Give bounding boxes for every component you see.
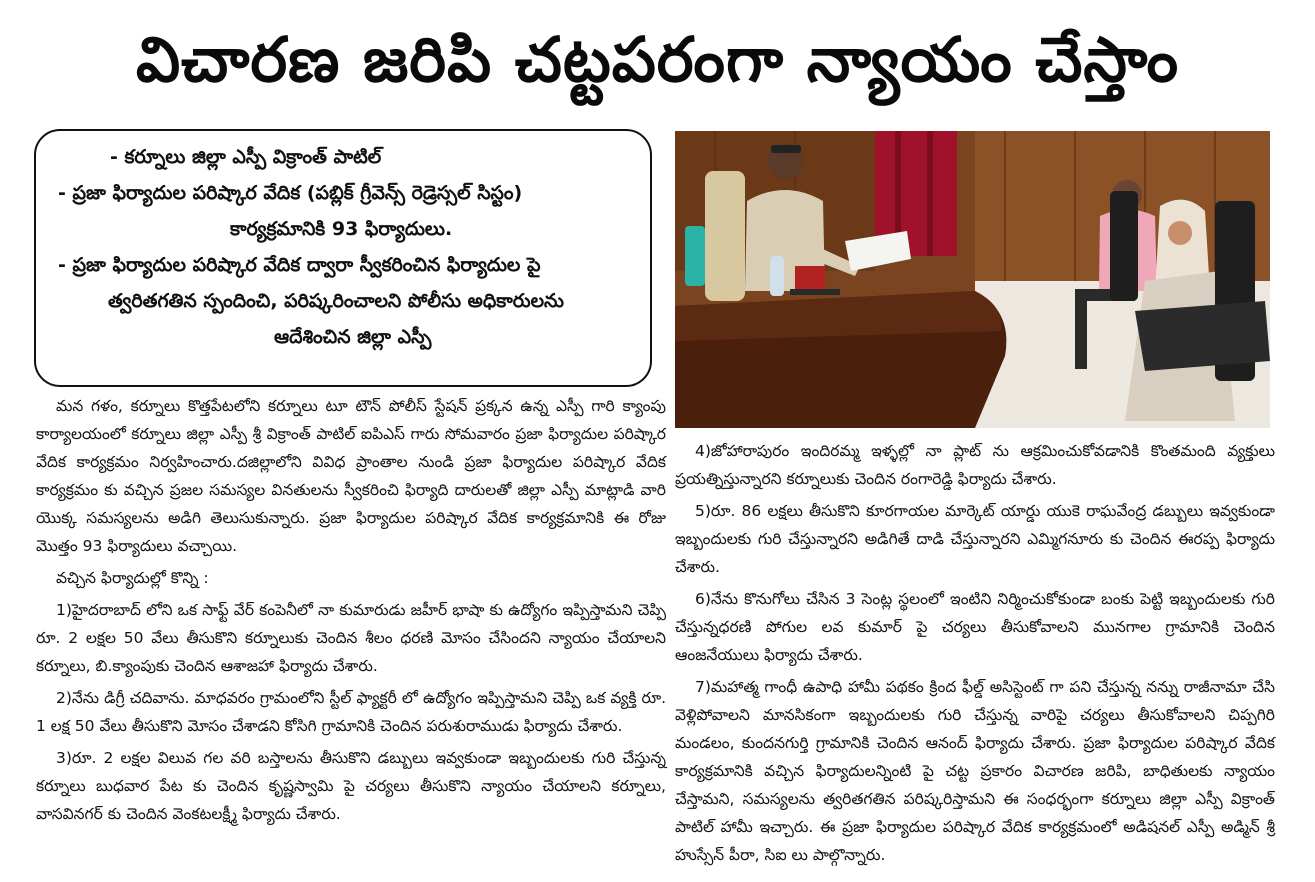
summary-line: ఆదేశించిన జిల్లా ఎస్పీ bbox=[274, 326, 432, 348]
article-paragraph: 7)మహాత్మ గాంధీ ఉపాధి హామీ పథకం క్రింద ఫీల్డ్ అసిస్టెంట్ గా పని చేస్తున్న నన్ను రాజీనామా చేసి వెళ్లిపోవాలని మానసికంగా ఇబ్బందులకు గురి చేస్తున్న వారిపై చర్యలు తీసుకోవాలని చిప్పగిరి మండలం, కుందనగుర్తి గ్రామానికి చెందిన ఆనంద్ ఫిర్యాదు చేశారు. ప్రజా ఫిర్యాదుల పరిష్కార వేదిక కార్యక్రమానికి వచ్చిన ఫిర్యాదులన్నింటి పై చట్ట ప్రకారం విచారణ జరిపి, బాధితులకు న్యాయం చేస్తామని, సమస్యలను త్వరితగతిన పరిష్కరిస్తామని ఈ సంధర్భంగా కర్నూలు జిల్లా ఎస్పీ విక్రాంత్ పాటిల్ హామీ ఇచ్చారు. ఈ ప్రజా ఫిర్యాదుల పరిష్కార వేదిక కార్యక్రమంలో అడిషనల్ ఎస్పీ అడ్మిన్ శ్రీ హుస్సేన్ పీరా, సిఐ లు పాల్గొన్నారు. bbox=[675, 678, 1275, 864]
left-column bbox=[36, 392, 666, 878]
summary-box bbox=[34, 129, 652, 387]
summary-line: - ప్రజా ఫిర్యాదుల పరిష్కార వేదిక ద్వారా స్వీకరించిన ఫిర్యాదుల పై bbox=[58, 254, 541, 276]
headline: విచారణ జరిపి చట్టపరంగా న్యాయం చేస్తాం bbox=[135, 23, 1180, 96]
article-paragraph: 5)రూ. 86 లక్షలు తీసుకొని కూరగాయల మార్కెట్ యార్డు యుకె రాఘవేంద్ర డబ్బులు ఇవ్వకుండా ఇబ్బందులకు గురి చేస్తున్నారని అడిగితే దాడి చేస్తున్నారని ఎమ్మిగనూరు కు చెందిన ఈరప్ప ఫిర్యాదు చేశారు. bbox=[675, 502, 1275, 576]
article-paragraph: 4)జోహారాపురం ఇందిరమ్మ ఇళ్ళల్లో నా ప్లాట్ ను ఆక్రమించుకోవడానికి కొంతమంది వ్యక్తులు ప్రయత్నిస్తున్నారని కర్నూలుకు చెందిన రంగారెడ్డి ఫిర్యాదు చేశారు. bbox=[675, 442, 1275, 488]
article-paragraph: వచ్చిన ఫిర్యాదుల్లో కొన్ని : bbox=[56, 569, 209, 587]
summary-line: - కర్నూలు జిల్లా ఎస్పీ విక్రాంత్ పాటిల్ bbox=[110, 146, 382, 168]
article-paragraph: మన గళం, కర్నూలు కొత్తపేటలోని కర్నూలు టూ టౌన్ పోలీస్ స్టేషన్ ప్రక్కన ఉన్న ఎస్పీ గారి క్యాంపు కార్యాలయంలో కర్నూలు జిల్లా ఎస్పీ శ్రీ విక్రాంత్ పాటిల్ ఐపిఎస్ గారు సోమవారం ప్రజా ఫిర్యాదుల పరిష్కార వేదిక కార్యక్రమం నిర్వహించారు.దజిల్లాలోని వివిధ ప్రాంతాల నుండి ప్రజా ఫిర్యాదుల పరిష్కార వేదిక కార్యక్రమం కు వచ్చిన ప్రజల సమస్యల వినతులను స్వీకరించి ఫిర్యాది దారులతో జిల్లా ఎస్పీ మాట్లాడి వారి యొక్క సమస్యలను అడిగి తెలుసుకున్నారు. ప్రజా ఫిర్యాదుల పరిష్కార వేదిక కార్యక్రమానికి ఈ రోజు మొత్తం 93 ఫిర్యాదులు వచ్చాయి. bbox=[36, 397, 666, 555]
article-paragraph: 1)హైదరాబాద్ లోని ఒక సాఫ్ట్ వేర్ కంపెనీలో నా కుమారుడు జహీర్ భాషా కు ఉద్యోగం ఇప్పిస్తామని చెప్పి రూ. 2 లక్షల 50 వేలు తీసుకొని కర్నూలుకు చెందిన శీలం ధరణి మోసం చేసిందని న్యాయం చేయాలని కర్నూలు, బి.క్యాంపుకు చెందిన ఆశాజహా ఫిర్యాదు చేశారు. bbox=[36, 601, 666, 675]
office-meeting-photo bbox=[675, 131, 1270, 428]
article-paragraph: 6)నేను కొనుగోలు చేసిన 3 సెంట్ల స్థలంలో ఇంటిని నిర్మించుకోకుండా బంకు పెట్టి ఇబ్బందులకు గురి చేస్తున్నధరణి పోగుల లవ కుమార్ పై చర్యలు తీసుకోవాలని మునగాల గ్రామానికి చెందిన ఆంజనేయులు ఫిర్యాదు చేశారు. bbox=[675, 590, 1275, 664]
article-paragraph: 2)నేను డిగ్రీ చదివాను. మాధవరం గ్రామంలోని స్టీల్ ఫ్యాక్టరీ లో ఉద్యోగం ఇప్పిస్తామని చెప్పి ఒక వ్యక్తి రూ. 1 లక్ష 50 వేలు తీసుకొని మోసం చేశాడని కోసిగి గ్రామానికి చెందిన పరుశురాముడు ఫిర్యాదు చేశారు. bbox=[36, 689, 666, 735]
article-paragraph: 3)రూ. 2 లక్షల విలువ గల వరి బస్తాలను తీసుకొని డబ్బులు ఇవ్వకుండా ఇబ్బందులకు గురి చేస్తున్న కర్నూలు బుధవార పేట కు చెందిన కృష్ణస్వామి పై చర్యలు తీసుకొని న్యాయం చేయాలని కర్నూలు, వాసవినగర్ కు చెందిన వెంకటలక్ష్మీ ఫిర్యాదు చేశారు. bbox=[36, 749, 666, 823]
summary-line: త్వరితగతిన స్పందించి, పరిష్కరించాలని పోలీసు అధికారులను bbox=[108, 290, 564, 312]
summary-line: - ప్రజా ఫిర్యాదుల పరిష్కార వేదిక (పబ్లిక్ గ్రీవెన్స్ రెడ్రెస్సల్ సిస్టం) bbox=[58, 182, 523, 204]
summary-line: కార్యక్రమానికి 93 ఫిర్యాదులు. bbox=[230, 218, 453, 240]
news-photo bbox=[675, 131, 1270, 428]
right-column bbox=[675, 437, 1275, 877]
